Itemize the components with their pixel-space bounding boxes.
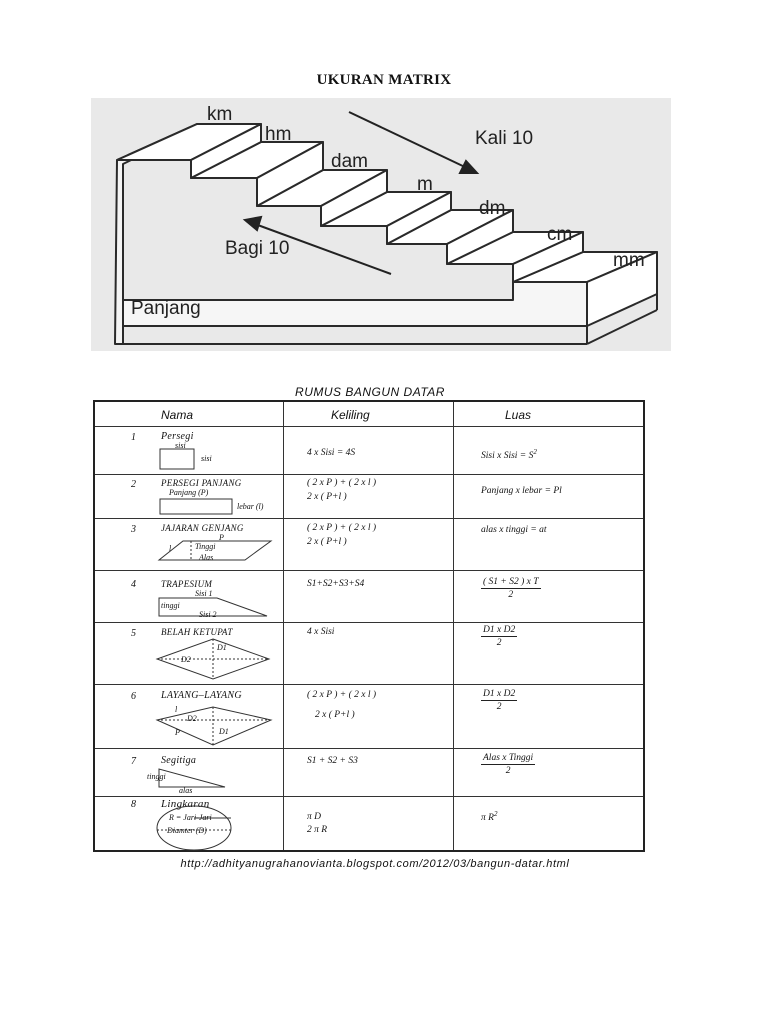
multiply-label: Kali 10 [475,128,534,149]
shape-name: JAJARAN GENJANG [161,523,244,533]
unit-dm-label: dm [479,198,506,219]
row-number: 6 [131,691,136,702]
shape-label: l [169,544,172,553]
perimeter-formula: ( 2 x P ) + ( 2 x l ) [307,690,377,700]
shape-label: tinggi [161,601,180,610]
header-perimeter: Keliling [331,408,370,422]
area-formula: $\frac{\text{D1 x D2}}{2}$ [483,689,516,712]
shape-name: BELAH KETUPAT [161,627,233,637]
perimeter-formula: π D [307,812,321,822]
shape-label: Alas [199,553,214,562]
shape-label: D2 [187,714,197,723]
table-row [95,796,643,852]
length-label: Panjang [131,298,201,319]
table-row [95,518,643,570]
shape-name: LAYANG–LAYANG [161,690,242,701]
table-row [95,684,643,748]
unit-dam-label: dam [331,151,368,172]
row-number: 4 [131,579,136,590]
divide-label: Bagi 10 [225,238,290,259]
shape-name: Segitiga [161,755,197,766]
formula-table [93,400,645,852]
rectangle-shape [159,498,233,515]
shape-label: Panjang (P) [169,488,209,497]
area-formula: Alas x Tinggi 2 [483,753,534,776]
perimeter-formula: 4 x Sisi = 4S [307,448,356,458]
kite-shape [155,706,273,746]
row-number: 5 [131,628,136,639]
perimeter-formula-alt: 2 π R [307,825,328,835]
shape-label: D1 [217,643,227,652]
perimeter-formula: ( 2 x P ) + ( 2 x l ) [307,523,377,533]
area-formula: alas x tinggi = at [481,525,547,535]
shape-label: tinggi [147,772,166,781]
shape-label: l [175,705,178,714]
perimeter-formula: S1 + S2 + S3 [307,756,358,766]
row-number: 8 [131,799,136,810]
shape-name: Persegi [161,431,194,442]
source-url: http://adhityanugrahanovianta.blogspot.com/2012/03/bangun-datar.html [180,858,570,870]
area-formula: Sisi x Sisi = $S^2$ [481,448,537,462]
shape-label: P [219,533,224,542]
shape-label: sisi [201,454,212,463]
perimeter-formula: ( 2 x P ) + ( 2 x l ) [307,478,377,488]
table-title: RUMUS BANGUN DATAR [295,385,445,399]
row-number: 2 [131,479,136,490]
triangle-shape [157,768,227,788]
shape-label: sisi [175,441,186,450]
table-row [95,622,643,684]
shape-label: Tinggi [195,542,216,551]
unit-cm-label: cm [547,224,573,245]
header-name: Nama [161,408,194,422]
unit-km-label: km [207,104,233,125]
area-formula: $\frac{\text{( S1 + S2 ) x T}}{2}$ [483,577,539,600]
perimeter-formula-alt: 2 x ( P+l ) [307,492,347,502]
unit-stairs-figure [91,98,671,351]
area-formula: $\frac{\text{D1 x D2}}{2}$ [483,625,516,648]
perimeter-formula-alt: 2 x ( P+l ) [315,710,355,720]
perimeter-formula: S1+S2+S3+S4 [307,579,365,589]
shape-label: R = Jari-Jari [169,813,212,822]
table-row [95,570,643,622]
table-row [95,426,643,474]
area-formula: π $R^2$ [481,810,498,824]
table-row [95,474,643,518]
area-formula: Panjang x lebar = Pl [481,486,562,496]
row-number: 3 [131,524,136,535]
shape-label: D1 [219,727,229,736]
shape-label: alas [179,786,193,795]
shape-name: TRAPESIUM [161,579,213,589]
row-number: 1 [131,432,136,443]
shape-label: P [175,728,180,737]
page-title: UKURAN MATRIX [316,72,452,88]
rhombus-shape [155,638,271,680]
shape-label: Sisi 1 [195,589,213,598]
square-shape [159,448,195,470]
shape-label: Diamter (D) [167,826,207,835]
unit-mm-label: mm [613,250,645,271]
row-number: 7 [131,756,136,767]
shape-label: D2 [181,655,191,664]
table-row [95,748,643,796]
perimeter-formula: 4 x Sisi [307,627,335,637]
shape-label: lebar (l) [237,502,264,511]
unit-m-label: m [417,174,433,195]
shape-name: Lingkaran [161,798,210,810]
header-area: Luas [505,408,532,422]
unit-hm-label: hm [265,124,292,145]
shape-name: PERSEGI PANJANG [161,478,242,488]
shape-label: Sisi 2 [199,610,217,619]
perimeter-formula-alt: 2 x ( P+l ) [307,537,347,547]
